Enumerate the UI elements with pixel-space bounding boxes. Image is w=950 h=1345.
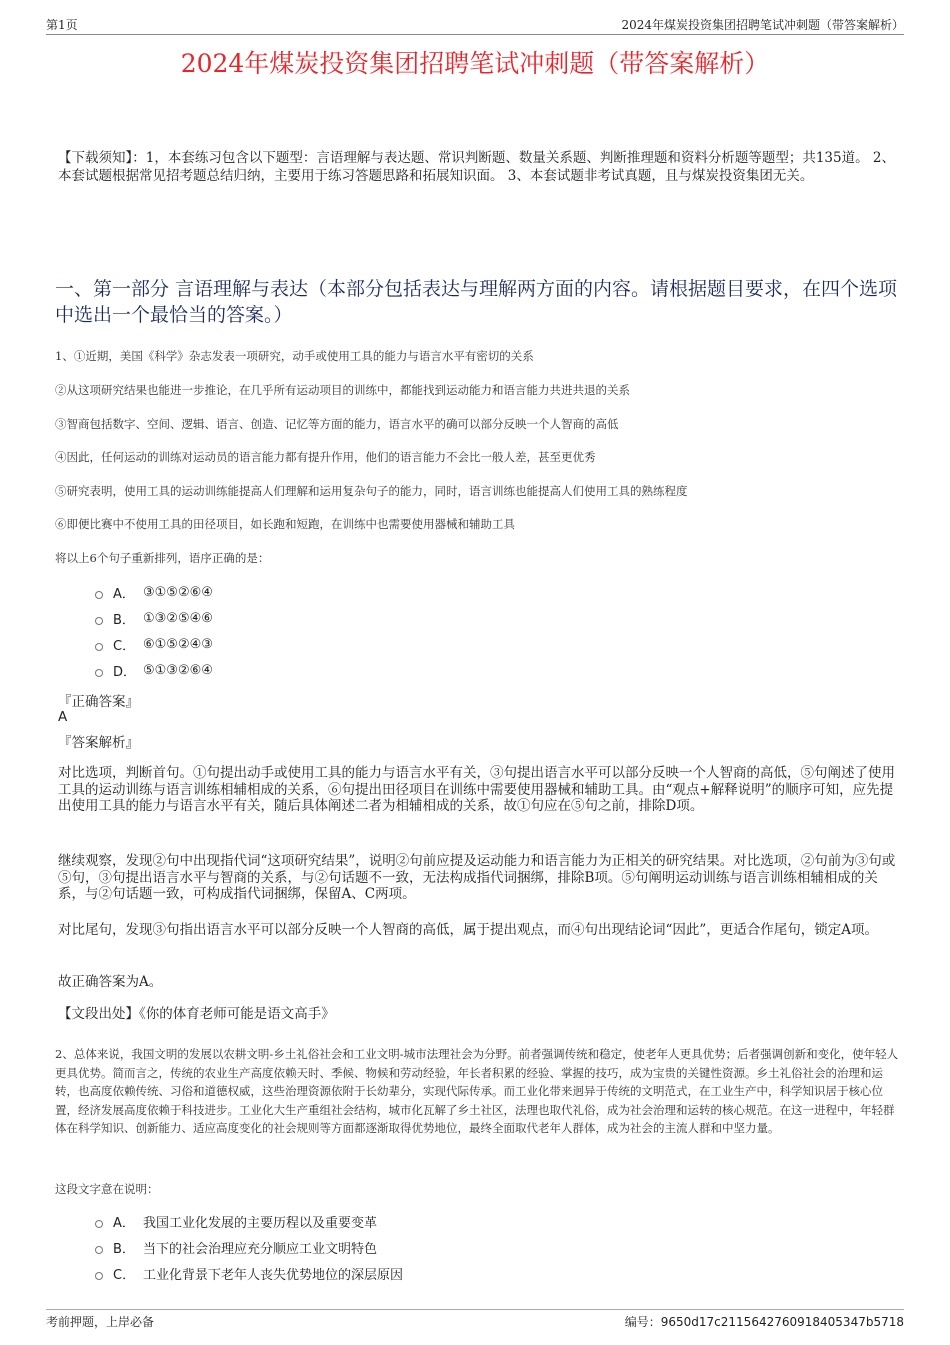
analysis-paragraph-1: 对比选项，判断首句。①句提出动手或使用工具的能力与语言水平有关，③句提出语言水平可以部分反映一个人智商的高低，⑤句阐述了使用工具的运动训练与语言训练相辅相成的关系，⑥句提出田径项目在训练中需要使用器械和辅助工具。由“观点+解释说明”的顺序可知，应先提出使用工具的能力与语言水平有关，随后具体阐述二者为相辅相成的关系，故①句应在⑤句之前，排除D项。 <box>58 765 895 814</box>
source-citation: 【文段出处】《你的体育老师可能是语文高手》 <box>58 1006 335 1022</box>
q2-option-b[interactable]: B． 当下的社会治理应充分顺应工业文明特色 <box>95 1234 403 1260</box>
q1-line-3: ③智商包括数字、空间、逻辑、语言、创造、记忆等方面的能力，语言水平的确可以部分反映一个人智商的高低 <box>55 417 619 431</box>
radio-icon[interactable] <box>95 669 103 677</box>
analysis-paragraph-3: 对比尾句，发现③句指出语言水平可以部分反映一个人智商的高低，属于提出观点，而④句出现结论词“因此”，更适合作尾句，锁定A项。 <box>58 922 879 938</box>
radio-icon[interactable] <box>95 617 103 625</box>
footer-divider <box>46 1309 904 1310</box>
document-title: 2024年煤炭投资集团招聘笔试冲刺题（带答案解析） <box>180 49 770 78</box>
radio-icon[interactable] <box>95 643 103 651</box>
q1-prompt: 将以上6个句子重新排列，语序正确的是： <box>55 551 270 565</box>
q1-line-2: ②从这项研究结果也能进一步推论，在几乎所有运动项目的训练中，都能找到运动能力和语言能力共进共退的关系 <box>55 383 630 397</box>
q1-option-b[interactable]: B． ①③②⑤④⑥ <box>95 605 213 631</box>
q2-prompt: 这段文字意在说明： <box>55 1182 159 1196</box>
q2-option-a[interactable]: A． 我国工业化发展的主要历程以及重要变革 <box>95 1208 403 1234</box>
q1-option-a[interactable]: A． ③①⑤②⑥④ <box>95 579 213 605</box>
q2-passage: 2、总体来说，我国文明的发展以农耕文明-乡土礼俗社会和工业文明-城市法理社会为分野。前者强调传统和稳定，使老年人更具优势；后者强调创新和变化，使年轻人更具优势。简而言之，传统的农业生产高度依赖天时、季候、物候和劳动经验，年长者积累的经验、掌握的技巧，成为宝贵的关键性资源。乡土礼俗社会的治理和运转，也高度依赖传统、习俗和道德权威，这些治理资源依附于长幼辈分，实现代际传承。而工业化带来迥异于传统的文明范式，在工业生产中，科学知识居于核心位置，经济发展高度依赖于科技进步。工业化大生产重组社会结构，城市化瓦解了乡土社区，法理也取代礼俗，成为社会治理和运转的核心规范。在这一进程中，年轻群体在科学知识、创新能力、适应高度变化的社会规则等方面都逐渐取得优势地位，最终全面取代老年人群体，成为社会的主流人群和中坚力量。 <box>55 1047 899 1135</box>
radio-icon[interactable] <box>95 591 103 599</box>
page-header <box>46 14 904 35</box>
section-heading: 一、第一部分 言语理解与表达（本部分包括表达与理解两方面的内容。请根据题目要求，在四个选项中选出一个最恰当的答案。） <box>55 278 898 326</box>
footer-slogan: 考前押题，上岸必备 <box>46 1315 155 1329</box>
analysis-conclusion: 故正确答案为A。 <box>58 974 163 990</box>
q1-line-5: ⑤研究表明，使用工具的运动训练能提高人们理解和运用复杂句子的能力，同时，语言训练也能提高人们使用工具的熟练程度 <box>55 484 688 498</box>
correct-answer: A <box>58 709 68 725</box>
download-notice: 【下载须知】：1，本套练习包含以下题型：言语理解与表达题、常识判断题、数量关系题、判断推理题和资料分析题等题型；共135道。 2、本套试题根据常见招考题总结归纳，主要用于练习答题思路和拓展知识面。 3、本套试题非考试真题，且与煤炭投资集团无关。 <box>58 150 895 184</box>
page-number: 第1页 <box>46 18 78 32</box>
q2-option-c[interactable]: C． 工业化背景下老年人丧失优势地位的深层原因 <box>95 1260 403 1286</box>
footer-code-value: 9650d17c2115642760918405347b5718 <box>660 1315 904 1329</box>
q2-options <box>95 1208 403 1286</box>
analysis-label: 『答案解析』 <box>58 735 139 751</box>
header-doc-title: 2024年煤炭投资集团招聘笔试冲刺题（带答案解析） <box>621 18 904 32</box>
radio-icon[interactable] <box>95 1272 103 1280</box>
radio-icon[interactable] <box>95 1246 103 1254</box>
footer-code <box>625 1313 904 1330</box>
radio-icon[interactable] <box>95 1220 103 1228</box>
q1-line-1: 1、①近期，美国《科学》杂志发表一项研究，动手或使用工具的能力与语言水平有密切的关系 <box>55 349 534 363</box>
q1-line-6: ⑥即便比赛中不使用工具的田径项目，如长跑和短跑，在训练中也需要使用器械和辅助工具 <box>55 517 515 531</box>
footer-code-label: 编号： <box>624 1315 661 1329</box>
answer-label: 『正确答案』 <box>58 694 139 710</box>
analysis-paragraph-2: 继续观察，发现②句中出现指代词“这项研究结果”，说明②句前应提及运动能力和语言能力为正相关的研究结果。对比选项，②句前为③句或⑤句，③句提出语言水平与智商的关系，与②句话题不一致，无法构成指代词捆绑，排除B项。⑤句阐明运动训练与语言训练相辅相成的关系，与②句话题一致，可构成指代词捆绑，保留A、C两项。 <box>58 853 896 902</box>
q1-option-d[interactable]: D． ⑤①③②⑥④ <box>95 657 213 683</box>
q1-options <box>95 579 213 683</box>
q1-option-c[interactable]: C． ⑥①⑤②④③ <box>95 631 213 657</box>
q1-line-4: ④因此，任何运动的训练对运动员的语言能力都有提升作用，他们的语言能力不会比一般人差，甚至更优秀 <box>55 450 596 464</box>
